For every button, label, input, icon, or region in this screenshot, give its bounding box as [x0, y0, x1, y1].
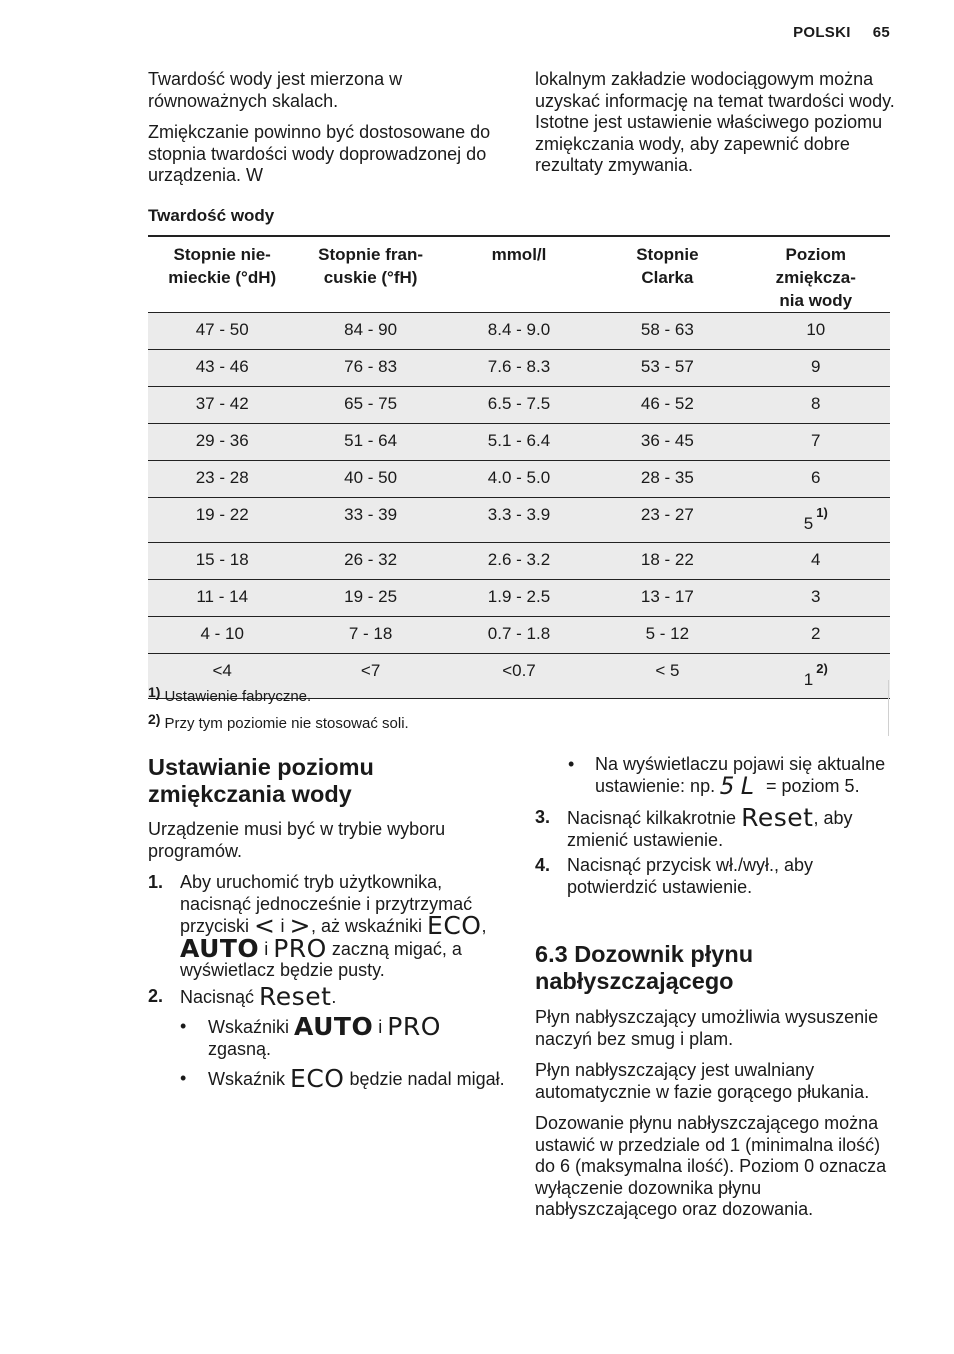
step-4: 4. Nacisnąć przycisk wł./wył., aby potwierdzić ustawienie.	[535, 855, 814, 897]
table-title: Twardość wody	[148, 206, 275, 225]
table-cell: <7	[296, 654, 444, 699]
table-row	[148, 543, 890, 580]
display-segment-icon: 5L	[720, 771, 761, 800]
column-header: Stopnie fran- cuskie (°fH)	[296, 236, 444, 313]
table-cell: 7.6 - 8.3	[445, 350, 593, 387]
footnote-ref: 2)	[816, 661, 828, 676]
table-cell: 11 - 14	[148, 580, 296, 617]
intro-left-column	[148, 69, 503, 197]
table-cell: 7	[742, 424, 890, 461]
footnote: 2) Przy tym poziomie nie stosować soli.	[148, 711, 409, 732]
table-cell: 53 - 57	[593, 350, 741, 387]
table-cell: 8	[742, 387, 890, 424]
table-cell: 36 - 45	[593, 424, 741, 461]
table-cell: 5 - 12	[593, 617, 741, 654]
rinse-aid-text	[535, 1007, 895, 1231]
column-header: Stopnie nie- mieckie (°dH)	[148, 236, 296, 313]
footnote-ref: 1)	[816, 505, 828, 520]
intro-paragraph: Zmiękczanie powinno być dostosowane do stopnia twardości wody doprowadzonej do urządzenia. W	[148, 122, 491, 185]
paragraph: Płyn nabłyszczający jest uwalniany automatycznie w fazie gorącego płukania.	[535, 1060, 870, 1102]
water-hardness-table	[148, 235, 890, 699]
table-row	[148, 350, 890, 387]
section-intro: Urządzenie musi być w trybie wyboru programów.	[148, 819, 446, 861]
step-3: 3. Nacisnąć kilkakrotnie Reset, aby zmienić ustawienie.	[535, 803, 853, 850]
list-item: • Na wyświetlaczu pojawi się aktualne ustawienie: np. 5L = poziom 5.	[568, 754, 886, 800]
table-cell: 8.4 - 9.0	[445, 313, 593, 350]
table-row	[148, 387, 890, 424]
table-cell: 76 - 83	[296, 350, 444, 387]
step-1: 1. Aby uruchomić tryb użytkownika, nacisnąć jednocześnie i przytrzymać przyciski < i >, aż wskaźniki ECO, AUTO i PRO zaczną migać, a wyświetlacz będzie pusty.	[148, 872, 487, 980]
page-header	[793, 24, 890, 41]
auto-indicator-icon: AUTO	[180, 933, 260, 963]
table-cell: 23 - 27	[593, 498, 741, 543]
table-cell: < 5	[593, 654, 741, 699]
table-cell: 19 - 25	[296, 580, 444, 617]
step-2: 2. Nacisnąć Reset. • Wskaźniki AUTO i PRO zgasną. • Wskaźnik ECO będzie nadal migał.	[148, 986, 508, 1091]
eco-indicator-icon: ECO	[290, 1064, 345, 1093]
column-header: mmol/l	[445, 236, 593, 313]
table-cell: 43 - 46	[148, 350, 296, 387]
table-cell: 6	[742, 461, 890, 498]
auto-indicator-icon: AUTO	[294, 1012, 374, 1041]
eco-indicator-icon: ECO	[427, 911, 482, 940]
reset-button-icon: Reset	[741, 803, 814, 832]
table-cell: 4 - 10	[148, 617, 296, 654]
table-cell: 58 - 63	[593, 313, 741, 350]
table-row	[148, 617, 890, 654]
table-cell: 4	[742, 543, 890, 580]
pro-indicator-icon: PRO	[273, 933, 327, 963]
column-header: Stopnie Clarka	[593, 236, 741, 313]
section-label: POLSKI	[793, 24, 851, 41]
softening-instructions-continued	[535, 754, 895, 902]
table-cell: 3.3 - 3.9	[445, 498, 593, 543]
divider	[888, 680, 889, 736]
column-header: Poziom zmiękcza- nia wody	[742, 236, 890, 313]
table-cell: 33 - 39	[296, 498, 444, 543]
footnote: 1) Ustawienie fabryczne.	[148, 684, 312, 705]
list-item: • Wskaźnik ECO będzie nadal migał.	[180, 1064, 505, 1093]
table-cell: 2.6 - 3.2	[445, 543, 593, 580]
table-cell: <0.7	[445, 654, 593, 699]
table-cell: 51 - 64	[296, 424, 444, 461]
table-cell: 13 - 17	[593, 580, 741, 617]
pro-indicator-icon: PRO	[387, 1012, 441, 1041]
table-cell: 84 - 90	[296, 313, 444, 350]
section-heading: 6.3 Dozownik płynu nabłyszczającego	[535, 941, 754, 994]
table-cell: 1$^{2)}$	[742, 654, 890, 699]
reset-button-icon: Reset	[259, 981, 332, 1011]
table-row	[148, 580, 890, 617]
table-cell: 5$^{1)}$	[742, 498, 890, 543]
table-cell: 6.5 - 7.5	[445, 387, 593, 424]
table-cell: 26 - 32	[296, 543, 444, 580]
table-cell: 28 - 35	[593, 461, 741, 498]
table-cell: 40 - 50	[296, 461, 444, 498]
table-cell: 37 - 42	[148, 387, 296, 424]
list-item: • Wskaźniki AUTO i PRO zgasną.	[180, 1012, 441, 1059]
table-cell: 23 - 28	[148, 461, 296, 498]
table-cell: 9	[742, 350, 890, 387]
table-cell: 4.0 - 5.0	[445, 461, 593, 498]
table-cell: 29 - 36	[148, 424, 296, 461]
intro-right-column	[535, 69, 895, 187]
table-cell: 19 - 22	[148, 498, 296, 543]
table-cell: 5.1 - 6.4	[445, 424, 593, 461]
table-cell: 47 - 50	[148, 313, 296, 350]
table-cell: 1.9 - 2.5	[445, 580, 593, 617]
section-heading: Ustawianie poziomu zmiękczania wody	[148, 754, 374, 807]
softening-instructions	[148, 819, 508, 1097]
table-cell: 46 - 52	[593, 387, 741, 424]
paragraph: Płyn nabłyszczający umożliwia wysuszenie naczyń bez smug i plam.	[535, 1007, 879, 1049]
table-cell: 3	[742, 580, 890, 617]
left-arrow-icon: <	[254, 911, 276, 940]
table-row	[148, 424, 890, 461]
table-row	[148, 313, 890, 350]
table-cell: 18 - 22	[593, 543, 741, 580]
table-header-row	[148, 236, 890, 313]
table-row	[148, 461, 890, 498]
paragraph: Dozowanie płynu nabłyszczającego można ustawić w przedziale od 1 (minimalna ilość) do 6 (maksymalna ilość). Poziom 0 oznacza wyłączenie dozownika płynu nabłyszczającego oraz dozowania.	[535, 1113, 887, 1219]
table-row	[148, 498, 890, 543]
table-cell: 7 - 18	[296, 617, 444, 654]
table-cell: 0.7 - 1.8	[445, 617, 593, 654]
table-cell: 2	[742, 617, 890, 654]
table-cell: 10	[742, 313, 890, 350]
table-cell: 65 - 75	[296, 387, 444, 424]
table-cell: 15 - 18	[148, 543, 296, 580]
intro-paragraph: lokalnym zakładzie wodociągowym można uzyskać informację na temat twardości wody. Istotne jest ustawienie właściwego poziomu zmiękczania wody, aby zapewnić dobre rezultaty zmywania.	[535, 69, 895, 175]
table-cell: <4	[148, 654, 296, 699]
intro-paragraph: Twardość wody jest mierzona w równoważnych skalach.	[148, 69, 403, 111]
right-arrow-icon: >	[289, 911, 311, 940]
page-number: 65	[872, 24, 890, 41]
